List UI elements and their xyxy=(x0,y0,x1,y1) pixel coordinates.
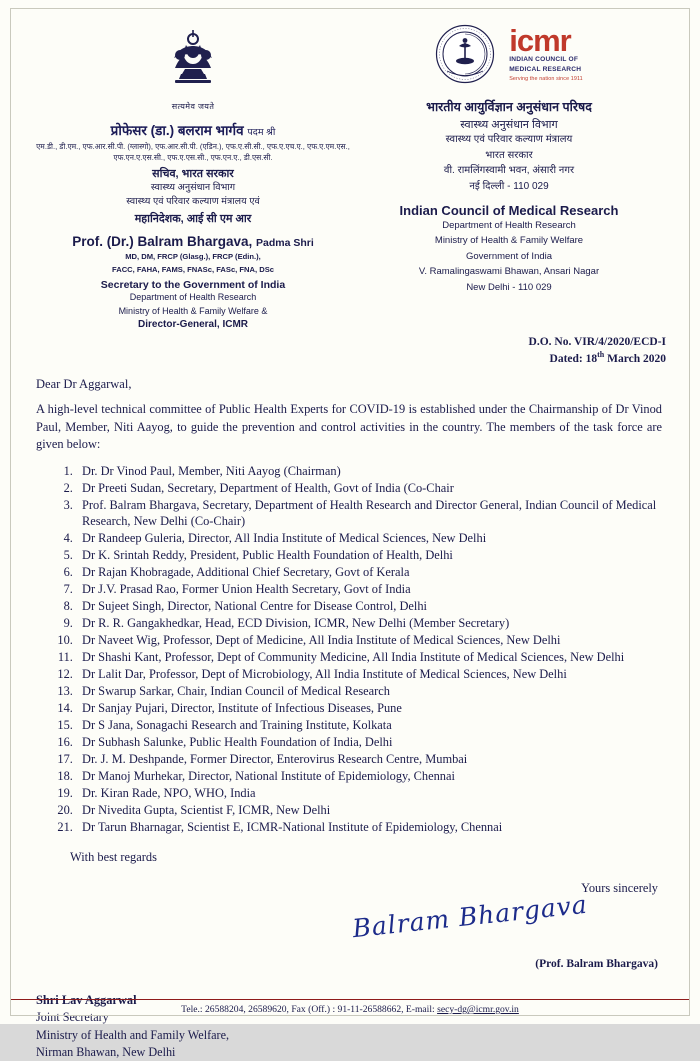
english-degrees-1: MD, DM, FRCP (Glasg.), FRCP (Edin.), xyxy=(125,251,261,261)
list-item: 20. Dr Nivedita Gupta, Scientist F, ICMR, New Delhi xyxy=(76,802,662,819)
do-number: D.O. No. VIR/4/2020/ECD-I xyxy=(528,336,666,349)
icmr-wordmark-text: icmr xyxy=(509,23,571,59)
addressee-name: Shri Lav Aggarwal xyxy=(36,992,137,1007)
list-item: 13. Dr Swarup Sarkar, Chair, Indian Council of Medical Research xyxy=(76,683,662,700)
icmr-english-dept: Department of Health Research xyxy=(442,220,576,231)
list-item: 9. Dr R. R. Gangakhedkar, Head, ECD Division, ICMR, New Delhi (Member Secretary) xyxy=(76,615,662,632)
list-item: 19. Dr. Kiran Rade, NPO, WHO, India xyxy=(76,785,662,802)
date-day: 18 xyxy=(585,352,598,365)
reference-block xyxy=(0,336,700,365)
hindi-name-text: प्रोफेसर (डा.) बलराम भार्गव xyxy=(110,123,244,138)
icmr-english-govt: Government of India xyxy=(465,250,553,262)
list-item: 14. Dr Sanjay Pujari, Director, Institute of Infectious Diseases, Pune xyxy=(76,700,662,717)
addressee-address: Nirman Bhawan, New Delhi xyxy=(36,1045,176,1060)
hindi-dept-1: स्वास्थ्य अनुसंधान विभाग xyxy=(150,182,236,193)
english-name-suffix: Padma Shri xyxy=(256,236,314,249)
addressee-ministry: Ministry of Health and Family Welfare, xyxy=(36,1027,230,1042)
english-dept-1: Department of Health Research xyxy=(129,292,257,303)
icmr-english-title: Indian Council of Medical Research xyxy=(399,203,619,218)
list-item: 17. Dr. J. M. Deshpande, Former Director, Enterovirus Research Centre, Mumbai xyxy=(76,751,662,768)
footer-email-link[interactable]: secy-dg@icmr.gov.in xyxy=(437,1004,519,1015)
icmr-english-ministry: Ministry of Health & Family Welfare xyxy=(434,235,584,247)
icmr-hindi-address-2: नई दिल्ली - 110 029 xyxy=(469,180,549,192)
letterhead xyxy=(0,0,700,330)
footer-phone-fax: Tele.: 26588204, 26589620, Fax (Off.) : 91-11-26588662, E-mail: xyxy=(181,1004,438,1015)
hindi-dept-2: स्वास्थ्य एवं परिवार कल्याण मंत्रालय एवं xyxy=(126,196,260,208)
intro-paragraph: A high-level technical committee of Public Health Experts for COVID-19 is established under the Chairmanship of Dr Vinod Paul, Member, Niti Aayog, to guide the prevention and control activities in the country. The members of the task force are given below: xyxy=(36,401,662,452)
signature-area xyxy=(36,889,662,958)
handwritten-signature: Balram Bhargava xyxy=(351,889,589,944)
icmr-hindi-title: भारतीय आयुर्विज्ञान अनुसंधान परिषद xyxy=(426,100,592,114)
letter-body xyxy=(0,365,700,1061)
english-name xyxy=(34,234,352,249)
list-item: 7. Dr J.V. Prasad Rao, Former Union Health Secretary, Govt of India xyxy=(76,581,662,598)
list-item: 11. Dr Shashi Kant, Professor, Dept of Community Medicine, All India Institute of Medical Sciences, New Delhi xyxy=(76,649,662,666)
emblem-motto: सत्यमेव जयते xyxy=(171,102,215,111)
list-item: 8. Dr Sujeet Singh, Director, National Centre for Disease Control, Delhi xyxy=(76,598,662,615)
letterhead-left xyxy=(34,18,352,330)
english-dept-2: Ministry of Health & Family Welfare & xyxy=(118,306,268,317)
icmr-hindi-govt: भारत सरकार xyxy=(485,149,533,161)
salutation: Dear Dr Aggarwal, xyxy=(36,376,132,391)
list-item: 12. Dr Lalit Dar, Professor, Dept of Microbiology, All India Institute of Medical Sciences, New Delhi xyxy=(76,666,662,683)
icmr-wordmark xyxy=(509,23,583,82)
letterhead-right xyxy=(352,18,666,330)
icmr-wordmark-sub-1: INDIAN COUNCIL OF xyxy=(509,56,579,64)
icmr-logo-block xyxy=(352,18,666,90)
icmr-seal-icon xyxy=(435,24,495,84)
english-post: Secretary to the Government of India xyxy=(100,279,286,292)
hindi-designation: महानिदेशक, आई सी एम आर xyxy=(134,212,252,225)
letter-date xyxy=(0,350,666,365)
list-item: 4. Dr Randeep Guleria, Director, All India Institute of Medical Sciences, New Delhi xyxy=(76,530,662,547)
list-item: 6. Dr Rajan Khobragade, Additional Chief Secretary, Govt of Kerala xyxy=(76,564,662,581)
hindi-degrees: एम.डी., डी.एम., एफ.आर.सी.पी. (ग्लास्गो), एफ.आर.सी.पी. (एडिन.), एफ.ए.सी.सी., एफ.ए.एच.ए., एफ.ए.एम.एस., एफ.एन.ए.एस.सी., एफ.ए.एस.सी., एफ.एन.ए., डी.एस.सी. xyxy=(36,142,350,162)
closing-yours: Yours sincerely xyxy=(581,880,658,895)
closing-regards: With best regards xyxy=(70,849,157,864)
task-force-member-list xyxy=(36,463,662,836)
date-month-year: March 2020 xyxy=(607,352,666,365)
icmr-hindi-ministry: स्वास्थ्य एवं परिवार कल्याण मंत्रालय xyxy=(445,134,573,145)
icmr-hindi-address-1: वी. रामलिंगस्वामी भवन, अंसारी नगर xyxy=(443,165,575,176)
list-item: 10. Dr Naveet Wig, Professor, Dept of Medicine, All India Institute of Medical Sciences, New Delhi xyxy=(76,632,662,649)
list-item: 5. Dr K. Srintah Reddy, President, Public Health Foundation of Health, Delhi xyxy=(76,547,662,564)
list-item: 18. Dr Manoj Murhekar, Director, National Institute of Epidemiology, Chennai xyxy=(76,768,662,785)
list-item: 21. Dr Tarun Bharnagar, Scientist E, ICMR-National Institute of Epidemiology, Chennai xyxy=(76,819,662,836)
icmr-tagline: Serving the nation since 1911 xyxy=(509,75,583,82)
hindi-name-suffix: पदम श्री xyxy=(247,127,276,138)
english-designation: Director-General, ICMR xyxy=(137,319,249,331)
addressee-designation: Joint Secretary xyxy=(36,1010,109,1025)
footer-contact xyxy=(11,999,689,1015)
icmr-english-address-2: New Delhi - 110 029 xyxy=(466,281,552,293)
icmr-english-address-1: V. Ramalingaswami Bhawan, Ansari Nagar xyxy=(418,266,600,278)
list-item: 2. Dr Preeti Sudan, Secretary, Department of Health, Govt of India (Co-Chair xyxy=(76,480,662,497)
hindi-name xyxy=(34,121,352,139)
english-name-text: Prof. (Dr.) Balram Bhargava, xyxy=(72,233,253,249)
icmr-hindi-dept: स्वास्थ्य अनुसंधान विभाग xyxy=(460,119,558,131)
date-ordinal-suffix: th xyxy=(597,350,605,360)
hindi-post: सचिव, भारत सरकार xyxy=(152,168,234,180)
date-label: Dated: xyxy=(549,352,583,365)
icmr-wordmark-sub-2: MEDICAL RESEARCH xyxy=(509,65,582,73)
list-item: 15. Dr S Jana, Sonagachi Research and Training Institute, Kolkata xyxy=(76,717,662,734)
list-item: 1. Dr. Dr Vinod Paul, Member, Niti Aayog (Chairman) xyxy=(76,463,662,480)
signatory-name: (Prof. Balram Bhargava) xyxy=(535,957,658,970)
english-degrees-2: FACC, FAHA, FAMS, FNASc, FASc, FNA, DSc xyxy=(111,264,275,274)
list-item: 3. Prof. Balram Bhargava, Secretary, Department of Health Research and Director General, Indian Council of Medical Research, New Delhi (Co-Chair) xyxy=(76,497,662,530)
india-state-emblem-icon xyxy=(166,22,220,100)
list-item: 16. Dr Subhash Salunke, Public Health Foundation of India, Delhi xyxy=(76,734,662,751)
